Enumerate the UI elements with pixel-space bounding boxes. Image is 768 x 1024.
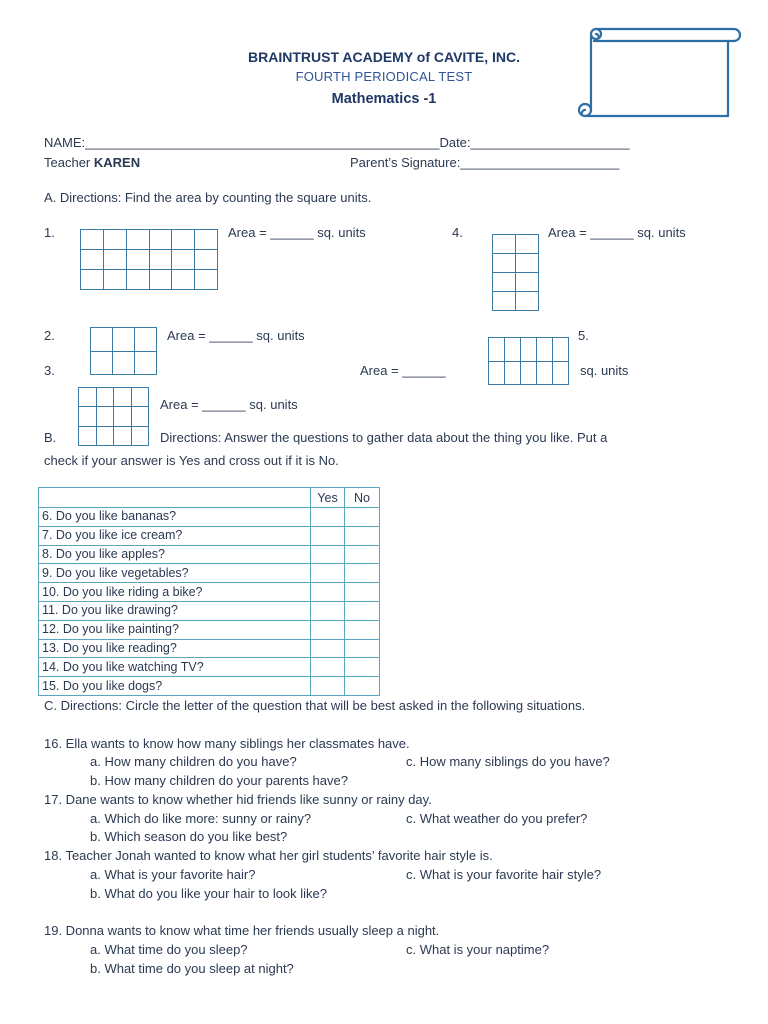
no-column-header: No (345, 488, 380, 508)
grid-square (150, 230, 173, 250)
name-blank: _________________________________________________ (85, 135, 440, 150)
question-16-options-row-1 (44, 753, 744, 772)
grid-square (79, 427, 97, 446)
grid-square (195, 250, 218, 270)
grid-square (150, 250, 173, 270)
no-answer-cell (345, 620, 380, 639)
yes-answer-cell (311, 564, 345, 583)
grid-square (172, 230, 195, 250)
item-4-number: 4. (452, 225, 463, 240)
grid-square (537, 338, 553, 362)
item-5-area-prefix: Area = ______ (360, 363, 446, 378)
grid-square (104, 270, 127, 290)
yes-answer-cell (311, 677, 345, 696)
grid-square (91, 328, 113, 352)
scroll-bottom-curl-inner (582, 110, 585, 113)
section-b-directions-line-2: check if your answer is Yes and cross out if it is No. (44, 453, 339, 468)
grid-square (113, 352, 135, 376)
grid-square (79, 388, 97, 407)
option-b: b. What do you like your hair to look like? (90, 885, 328, 901)
option-b: b. What time do you sleep at night? (90, 960, 294, 976)
item-5-area-suffix: sq. units (580, 363, 629, 378)
section-b-directions-line-1: Directions: Answer the questions to gather data about the thing you like. Put a (160, 430, 608, 445)
school-name: BRAINTRUST ACADEMY of CAVITE, INC. (248, 49, 520, 65)
section-c (44, 697, 744, 978)
question-17-options-row-1 (44, 810, 744, 829)
grid-square (97, 388, 115, 407)
table-header-row (39, 488, 380, 508)
item-5-square-grid (488, 337, 569, 385)
survey-table (38, 487, 380, 696)
grid-square (132, 427, 150, 446)
grid-square (81, 270, 104, 290)
grid-square (150, 270, 173, 290)
grid-square (127, 270, 150, 290)
grid-square (135, 352, 157, 376)
no-answer-cell (345, 564, 380, 583)
grid-square (521, 338, 537, 362)
question-18-options-row-1 (44, 866, 744, 885)
yes-answer-cell (311, 601, 345, 620)
item-2-square-grid (90, 327, 157, 375)
question-18: 18. Teacher Jonah wanted to know what her girl students’ favorite hair style is. (44, 848, 493, 863)
grid-square (172, 250, 195, 270)
date-blank: ______________________ (470, 135, 630, 150)
section-c-directions: C. Directions: Circle the letter of the question that will be best asked in the following situations. (44, 698, 586, 713)
grid-square (489, 338, 505, 362)
question-cell: 12. Do you like painting? (39, 620, 311, 639)
question-cell: 8. Do you like apples? (39, 545, 311, 564)
grid-square (114, 407, 132, 426)
option-b: b. How many children do your parents have? (90, 773, 348, 788)
option-a: a. What is your favorite hair? (90, 866, 256, 882)
scroll-frame (570, 20, 748, 124)
no-answer-cell (345, 658, 380, 677)
no-answer-cell (345, 583, 380, 602)
option-b: b. Which season do you like best? (90, 829, 288, 845)
question-16-options-row-2 (44, 772, 744, 791)
grid-square (493, 235, 516, 254)
item-3-area: Area = ______ sq. units (160, 397, 298, 412)
grid-square (516, 235, 539, 254)
yes-answer-cell (311, 583, 345, 602)
no-answer-cell (345, 677, 380, 696)
option-c: c. How many siblings do you have? (406, 754, 610, 770)
grid-square (489, 362, 505, 386)
grid-square (493, 254, 516, 273)
grid-square (91, 352, 113, 376)
blank-line (44, 716, 744, 735)
question-column-header (39, 488, 311, 508)
grid-square (516, 292, 539, 311)
section-a-directions: A. Directions: Find the area by counting the square units. (44, 190, 372, 205)
grid-square (104, 250, 127, 270)
scroll-outline (579, 29, 740, 116)
yes-answer-cell (311, 526, 345, 545)
question-cell: 9. Do you like vegetables? (39, 564, 311, 583)
item-3-square-grid (78, 387, 149, 446)
grid-square (97, 427, 115, 446)
grid-square (81, 230, 104, 250)
table-row (39, 620, 380, 639)
question-16: 16. Ella wants to know how many siblings her classmates have. (44, 735, 410, 751)
table-row (39, 545, 380, 564)
no-answer-cell (345, 545, 380, 564)
grid-square (127, 230, 150, 250)
table-row (39, 658, 380, 677)
question-cell: 10. Do you like riding a bike? (39, 583, 311, 602)
no-answer-cell (345, 508, 380, 527)
blank-line (44, 903, 744, 922)
option-a: a. Which do like more: sunny or rainy? (90, 810, 312, 826)
grid-square (516, 273, 539, 292)
name-label: NAME: (44, 135, 86, 150)
question-cell: 6. Do you like bananas? (39, 508, 311, 527)
item-5-number: 5. (578, 328, 589, 343)
table-row (39, 677, 380, 696)
grid-square (172, 270, 195, 290)
grid-square (493, 292, 516, 311)
table-row (39, 639, 380, 658)
grid-square (516, 254, 539, 273)
scroll-top-curl-inner (596, 34, 599, 37)
option-c: c. What is your favorite hair style? (406, 866, 602, 882)
yes-answer-cell (311, 639, 345, 658)
question-17: 17. Dane wants to know whether hid friends like sunny or rainy day. (44, 791, 432, 807)
signature-label: Parent’s Signature: (350, 155, 461, 170)
grid-square (114, 388, 132, 407)
item-4-area: Area = ______ sq. units (548, 225, 686, 240)
option-a: a. How many children do you have? (90, 754, 297, 770)
teacher-label: Teacher (44, 155, 91, 170)
grid-square (81, 250, 104, 270)
yes-answer-cell (311, 545, 345, 564)
signature-blank: ______________________ (460, 155, 620, 170)
grid-square (79, 407, 97, 426)
option-a: a. What time do you sleep? (90, 941, 248, 957)
grid-square (537, 362, 553, 386)
grid-square (553, 362, 569, 386)
name-date-line (44, 135, 630, 151)
question-19-options-row-2 (44, 960, 744, 979)
test-title: FOURTH PERIODICAL TEST (295, 69, 473, 84)
no-answer-cell (345, 639, 380, 658)
teacher-line (44, 155, 140, 171)
grid-square (113, 328, 135, 352)
item-1-square-grid (80, 229, 218, 290)
teacher-name: KAREN (93, 155, 141, 170)
grid-square (132, 407, 150, 426)
no-answer-cell (345, 601, 380, 620)
question-cell: 13. Do you like reading? (39, 639, 311, 658)
yes-answer-cell (311, 508, 345, 527)
item-2-area: Area = ______ sq. units (167, 328, 305, 343)
yes-column-header: Yes (311, 488, 345, 508)
no-answer-cell (345, 526, 380, 545)
grid-square (195, 230, 218, 250)
question-18-options-row-2 (44, 885, 744, 904)
question-17-options-row-2 (44, 828, 744, 847)
question-cell: 11. Do you like drawing? (39, 601, 311, 620)
grid-square (493, 273, 516, 292)
section-b-label: B. (44, 430, 57, 445)
question-cell: 14. Do you like watching TV? (39, 658, 311, 677)
grid-square (135, 328, 157, 352)
item-2-number: 2. (44, 328, 55, 343)
parent-signature-line (350, 155, 619, 171)
question-cell: 7. Do you like ice cream? (39, 526, 311, 545)
table-row (39, 583, 380, 602)
item-1-area: Area = ______ sq. units (228, 225, 366, 240)
grid-square (97, 407, 115, 426)
question-cell: 15. Do you like dogs? (39, 677, 311, 696)
option-c: c. What is your naptime? (406, 941, 550, 957)
grid-square (127, 250, 150, 270)
grid-square (104, 230, 127, 250)
item-1-number: 1. (44, 225, 55, 240)
question-19: 19. Donna wants to know what time her friends usually sleep a night. (44, 923, 440, 938)
option-c: c. What weather do you prefer? (406, 810, 588, 826)
table-row (39, 601, 380, 620)
grid-square (195, 270, 218, 290)
item-4-square-grid (492, 234, 539, 311)
grid-square (505, 338, 521, 362)
grid-square (132, 388, 150, 407)
table-row (39, 508, 380, 527)
grid-square (505, 362, 521, 386)
yes-answer-cell (311, 620, 345, 639)
date-label: Date: (439, 135, 471, 150)
table-row (39, 564, 380, 583)
question-19-options-row-1 (44, 941, 744, 960)
grid-square (114, 427, 132, 446)
scroll-top-roll (594, 29, 740, 41)
yes-answer-cell (311, 658, 345, 677)
grid-square (521, 362, 537, 386)
grid-square (553, 338, 569, 362)
table-row (39, 526, 380, 545)
subject-title: Mathematics -1 (331, 91, 437, 107)
item-3-number: 3. (44, 363, 55, 378)
